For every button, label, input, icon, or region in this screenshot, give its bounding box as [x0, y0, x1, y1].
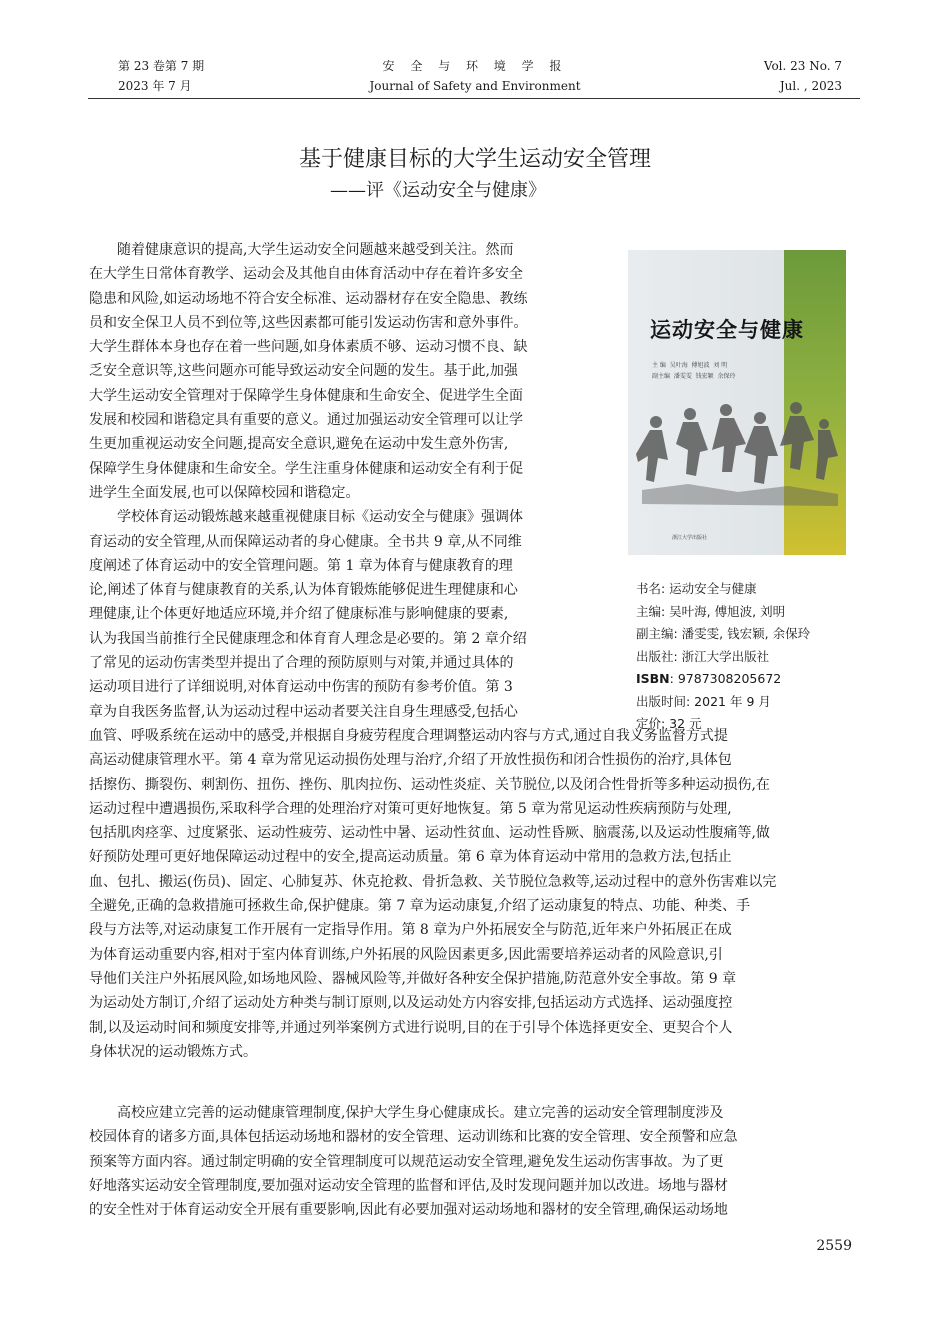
text-line: 预案等方面内容。通过制定明确的安全管理制度可以规范运动安全管理,避免发生运动伤害事故。为了更 [89, 1153, 724, 1170]
text-line: 随着健康意识的提高,大学生运动安全问题越来越受到关注。然而 [117, 242, 514, 258]
text-line: 高校应建立完善的运动健康管理制度,保护大学生身心健康成长。建立完善的运动安全管理制度涉及 [117, 1105, 724, 1121]
text-line: 运动项目进行了详细说明,对体育运动中伤害的预防有参考价值。第 3 [89, 679, 513, 696]
text-line: 校园体育的诸多方面,具体包括运动场地和器材的安全管理、运动训练和比赛的安全管理、安全预警和应急 [89, 1129, 738, 1146]
text-line: 隐患和风险,如运动场地不符合安全标准、运动器材存在安全隐患、教练 [89, 290, 528, 307]
text-line: 度阐述了体育运动中的安全管理问题。第 1 章为体育与健康教育的理 [89, 557, 513, 574]
issue-info-en [764, 56, 842, 96]
text-line: 大学生群体本身也存在着一些问题,如身体素质不够、运动习惯不良、缺 [89, 339, 528, 356]
book-name: 书名: 运动安全与健康 [636, 581, 757, 596]
text-line: 好预防处理可更好地保障运动过程中的安全,提高运动质量。第 6 章为体育运动中常用的急救方法,包括止 [89, 849, 732, 866]
text-line: 全避免,正确的急救措施可拯救生命,保护健康。第 7 章为运动康复,介绍了运动康复的特点、功能、种类、手 [89, 898, 751, 915]
text-line: 运动过程中遭遇损伤,采取科学合理的处理治疗对策可更好地恢复。第 5 章为常见运动性疾病预防与处理, [89, 800, 732, 817]
text-line: 段与方法等,对运动康复工作开展有一定指导作用。第 8 章为户外拓展安全与防范,近年来户外拓展正在成 [89, 922, 732, 939]
book-isbn [636, 668, 810, 691]
issue-volume-en: Vol. 23 No. 7 [763, 59, 842, 73]
text-line: 乏安全意识等,这些问题亦可能导致运动安全问题的发生。基于此,加强 [89, 363, 518, 380]
text-line: 身体状况的运动锻炼方式。 [89, 1043, 257, 1060]
article-subtitle: ——评《运动安全与健康》 [330, 180, 546, 201]
issue-volume: 第 23 卷第 7 期 [118, 59, 205, 73]
book-info [636, 578, 810, 736]
text-line: 学校体育运动锻炼越来越重视健康目标《运动安全与健康》强调体 [117, 509, 523, 526]
athletes-silhouette-icon [628, 400, 846, 530]
book-pub-date: 出版时间: 2021 年 9 月 [636, 693, 771, 709]
text-line: 理健康,让个体更好地适应环境,并介绍了健康标准与影响健康的要素, [89, 606, 509, 623]
text-line: 进学生全面发展,也可以保障校园和谐稳定。 [89, 484, 360, 501]
cover-publisher: 浙江大学出版社 [672, 535, 708, 541]
book-price: 定价: 32 元 [636, 716, 702, 731]
page-number: 2559 [816, 1238, 852, 1254]
book-editors: 主编: 吴叶海, 傅旭波, 刘明 [636, 603, 786, 619]
text-line: 育运动的安全管理,从而保障运动者的身心健康。全书共 9 章,从不同维 [89, 533, 522, 550]
text-line: 导他们关注户外拓展风险,如场地风险、器械风险等,并做好各种安全保护措施,防范意外安全事故。第 9 章 [89, 970, 737, 987]
text-line: 在大学生日常体育教学、运动会及其他自由体育活动中存在着许多安全 [89, 266, 523, 283]
text-line: 生更加重视运动安全问题,提高安全意识,避免在运动中发生意外伤害, [89, 436, 509, 453]
text-line: 为运动处方制订,介绍了运动处方种类与制订原则,以及运动处方内容安排,包括运动方式选择、运动强度控 [89, 995, 733, 1012]
text-line: 血、包扎、搬运(伤员)、固定、心肺复苏、休克抢救、骨折急救、关节脱位急救等,运动过程中的意外伤害难以完 [89, 873, 777, 890]
isbn-value: : 9787308205672 [669, 671, 782, 686]
header-rule [88, 98, 860, 99]
issue-date: 2023 年 7 月 [118, 79, 192, 93]
text-line: 章为自我医务监督,认为运动过程中运动者要关注自身生理感受,包括心 [89, 703, 518, 720]
text-line: 员和安全保卫人员不到位等,这些因素都可能引发运动伤害和意外事件。 [89, 314, 528, 331]
journal-name-cn: 安 全 与 环 境 学 报 [382, 59, 568, 73]
journal-name-en: Journal of Safety and Environment [369, 79, 581, 93]
text-line: 保障学生身体健康和生命安全。学生注重身体健康和运动安全有利于促 [89, 460, 523, 477]
body-narrow-column [89, 238, 615, 724]
book-publisher: 出版社: 浙江大学出版社 [636, 648, 770, 664]
body-full-column [89, 724, 860, 1064]
book-deputy-editors: 副主编: 潘雯雯, 钱宏颖, 余保玲 [636, 626, 811, 641]
text-line: 论,阐述了体育与健康教育的关系,认为体育锻炼能够促进生理健康和心 [89, 582, 518, 599]
cover-title: 运动安全与健康 [650, 318, 804, 342]
text-line: 括擦伤、撕裂伤、刺割伤、扭伤、挫伤、肌肉拉伤、运动性炎症、关节脱位,以及闭合性骨折等多种运动损伤,在 [89, 776, 770, 793]
text-line: 认为我国当前推行全民健康理念和体育育人理念是必要的。第 2 章介绍 [89, 630, 527, 647]
text-line: 为体育运动重要内容,相对于室内体育训练,户外拓展的风险因素更多,因此需要培养运动者的风险意识,引 [89, 946, 723, 963]
text-line: 大学生运动安全管理对于保障学生身体健康和生命安全、促进学生全面 [89, 387, 523, 404]
isbn-label: ISBN [636, 671, 670, 686]
text-line: 高运动健康管理水平。第 4 章为常见运动损伤处理与治疗,介绍了开放性损伤和闭合性损伤的治疗,具体包 [89, 752, 732, 769]
body-final-paragraph [89, 1101, 860, 1222]
book-cover-image [628, 250, 846, 555]
text-line: 制,以及运动时间和频度安排等,并通过列举案例方式进行说明,目的在于引导个体选择更安全、更契合个人 [89, 1019, 733, 1036]
text-line: 发展和校园和谐稳定具有重要的意义。通过加强运动安全管理可以让学 [89, 412, 523, 429]
cover-editors: 主 编 吴叶海 傅旭波 刘 明 副主编 潘雯雯 钱宏颖 余保玲 [652, 362, 736, 380]
article-title: 基于健康目标的大学生运动安全管理 [298, 147, 651, 172]
text-line: 了常见的运动伤害类型并提出了合理的预防原则与对策,并通过具体的 [89, 655, 514, 672]
issue-date-en: Jul. , 2023 [779, 79, 842, 93]
text-line: 血管、呼吸系统在运动中的感受,并根据自身疲劳程度合理调整运动内容与方式,通过自我义务监督方式提 [89, 728, 728, 744]
text-line: 好地落实运动安全管理制度,要加强对运动安全管理的监督和评估,及时发现问题并加以改进。场地与器材 [89, 1177, 728, 1194]
text-line: 包括肌肉痉挛、过度紧张、运动性疲劳、运动性中暑、运动性贫血、运动性昏厥、脑震荡,以及运动性腹痛等,做 [89, 825, 770, 842]
text-line: 的安全性对于体育运动安全开展有重要影响,因此有必要加强对运动场地和器材的安全管理,确保运动场地 [89, 1202, 728, 1219]
